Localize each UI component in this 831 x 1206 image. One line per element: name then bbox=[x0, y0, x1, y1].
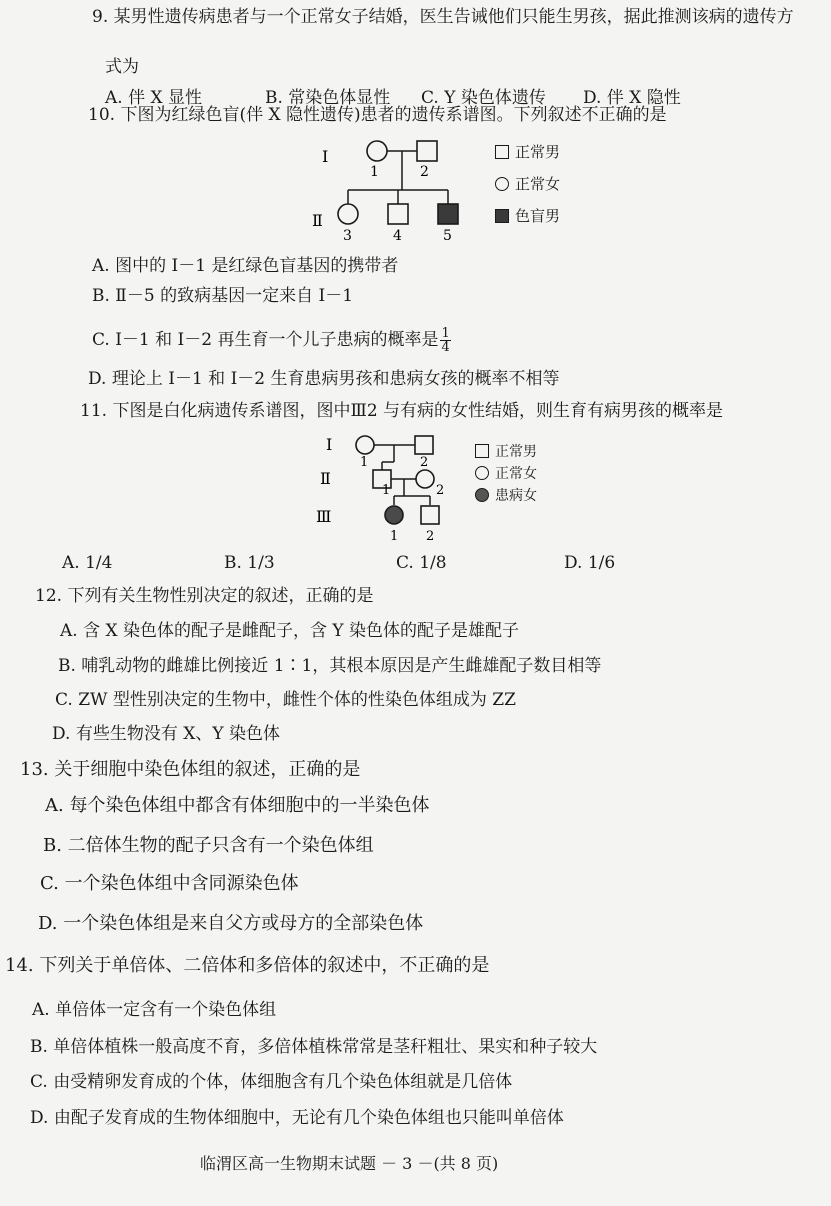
q10-legend-label: 正常男 bbox=[515, 143, 561, 161]
square-icon bbox=[495, 145, 509, 159]
q10-II5-colorblind-male bbox=[438, 204, 458, 224]
q10-gen-I-label: Ⅰ bbox=[322, 147, 329, 166]
q10-legend-colorblind-male bbox=[495, 205, 560, 226]
fraction-denominator: 4 bbox=[441, 340, 450, 355]
q11-id-II1: 1 bbox=[382, 483, 391, 498]
q12-option-a: A. 含 X 染色体的配子是雌配子，含 Y 染色体的配子是雄配子 bbox=[60, 621, 520, 641]
q11-legend-label: 患病女 bbox=[495, 488, 537, 504]
circle-icon bbox=[475, 466, 489, 480]
q11-I1-normal-female bbox=[356, 436, 374, 454]
q11-stem: 11. 下图是白化病遗传系谱图，图中Ⅲ2 与有病的女性结婚，则生育有病男孩的概率是 bbox=[80, 401, 724, 421]
filled-square-icon bbox=[495, 209, 509, 223]
q11-II2-normal-female bbox=[416, 470, 434, 488]
q11-legend-label: 正常女 bbox=[495, 466, 537, 482]
q10-legend-normal-female bbox=[495, 173, 560, 194]
q11-legend-normal-male bbox=[475, 441, 537, 461]
q11-legend-normal-female bbox=[475, 463, 537, 483]
q11-gen-II-label: Ⅱ bbox=[320, 469, 331, 488]
q13-option-a: A. 每个染色体组中都含有体细胞中的一半染色体 bbox=[45, 795, 430, 816]
q10-legend-label: 正常女 bbox=[515, 175, 561, 193]
q11-id-III2: 2 bbox=[426, 529, 435, 544]
q11-option-c: C. 1/8 bbox=[396, 553, 447, 573]
q10-stem: 10. 下图为红绿色盲(伴 X 隐性遗传)患者的遗传系谱图。下列叙述不正确的是 bbox=[88, 105, 667, 125]
q11-id-I2: 2 bbox=[420, 455, 429, 470]
q9-option-a: A. 伴 X 显性 bbox=[105, 88, 202, 108]
q13-option-d: D. 一个染色体组是来自父方或母方的全部染色体 bbox=[38, 913, 424, 934]
square-icon bbox=[475, 444, 489, 458]
q11-gen-III-label: Ⅲ bbox=[316, 507, 332, 526]
q10-I2-normal-male bbox=[417, 141, 437, 161]
q11-options bbox=[62, 552, 762, 574]
q10-id-I2: 2 bbox=[420, 164, 429, 180]
q10-I1-normal-female bbox=[367, 141, 387, 161]
circle-icon bbox=[495, 177, 509, 191]
q10-II4-normal-male bbox=[388, 204, 408, 224]
q11-gen-I-label: Ⅰ bbox=[326, 435, 333, 454]
q10-gen-II-label: Ⅱ bbox=[312, 211, 323, 230]
q10-legend-normal-male bbox=[495, 141, 560, 162]
q11-I2-normal-male bbox=[415, 436, 433, 454]
q9-option-c: C. Y 染色体遗传 bbox=[421, 88, 546, 108]
q13-stem: 13. 关于细胞中染色体组的叙述，正确的是 bbox=[20, 759, 361, 780]
q10-pedigree bbox=[300, 130, 480, 245]
q14-stem: 14. 下列关于单倍体、二倍体和多倍体的叙述中，不正确的是 bbox=[5, 955, 490, 976]
q9-stem-line2: 式为 bbox=[105, 57, 139, 77]
q11-option-a: A. 1/4 bbox=[62, 553, 113, 573]
q10-id-II3: 3 bbox=[343, 228, 352, 244]
filled-circle-icon bbox=[475, 488, 489, 502]
q11-legend-label: 正常男 bbox=[495, 444, 537, 460]
q11-III1-affected-female bbox=[385, 506, 403, 524]
q10-option-c: C. Ⅰ－1 和 Ⅰ－2 再生育一个儿子患病的概率是 bbox=[92, 330, 439, 350]
q14-option-d: D. 由配子发育成的生物体细胞中，无论有几个染色体组也只能叫单倍体 bbox=[30, 1108, 564, 1128]
q10-option-c-fraction bbox=[440, 327, 450, 354]
q10-id-II4: 4 bbox=[393, 228, 402, 244]
q14-option-a: A. 单倍体一定含有一个染色体组 bbox=[32, 1000, 277, 1020]
q11-option-b: B. 1/3 bbox=[224, 553, 275, 573]
q9-option-d: D. 伴 X 隐性 bbox=[583, 88, 681, 108]
q11-pedigree bbox=[310, 428, 460, 546]
q10-II3-normal-female bbox=[338, 204, 358, 224]
q12-option-b: B. 哺乳动物的雌雄比例接近 1∶1，其根本原因是产生雌雄配子数目相等 bbox=[58, 656, 602, 676]
page-footer: 临渭区高一生物期末试题 － 3 －(共 8 页) bbox=[200, 1154, 499, 1173]
q11-id-I1: 1 bbox=[360, 455, 369, 470]
q11-id-II2: 2 bbox=[436, 483, 445, 498]
q14-option-c: C. 由受精卵发育成的个体，体细胞含有几个染色体组就是几倍体 bbox=[30, 1072, 513, 1092]
q13-option-b: B. 二倍体生物的配子只含有一个染色体组 bbox=[43, 835, 374, 856]
q9-option-b: B. 常染色体显性 bbox=[265, 88, 391, 108]
q11-legend-affected-female bbox=[475, 485, 537, 505]
q10-id-II5: 5 bbox=[443, 228, 452, 244]
q10-option-d: D. 理论上 Ⅰ－1 和 Ⅰ－2 生育患病男孩和患病女孩的概率不相等 bbox=[88, 369, 560, 389]
q14-option-b: B. 单倍体植株一般高度不育，多倍体植株常常是茎秆粗壮、果实和种子较大 bbox=[30, 1037, 598, 1057]
q12-option-d: D. 有些生物没有 X、Y 染色体 bbox=[52, 724, 280, 744]
q12-option-c: C. ZW 型性别决定的生物中，雌性个体的性染色体组成为 ZZ bbox=[55, 690, 516, 710]
q10-id-I1: 1 bbox=[370, 164, 379, 180]
q10-option-c-line bbox=[92, 327, 451, 354]
q10-option-a: A. 图中的 Ⅰ－1 是红绿色盲基因的携带者 bbox=[92, 256, 399, 276]
q11-id-III1: 1 bbox=[390, 529, 399, 544]
q12-stem: 12. 下列有关生物性别决定的叙述，正确的是 bbox=[35, 586, 374, 606]
fraction-numerator: 1 bbox=[441, 326, 450, 341]
q10-option-b: B. Ⅱ－5 的致病基因一定来自 Ⅰ－1 bbox=[92, 286, 354, 306]
q9-stem-line1: 9. 某男性遗传病患者与一个正常女子结婚，医生告诫他们只能生男孩，据此推测该病的遗传方 bbox=[92, 7, 794, 27]
q11-option-d: D. 1/6 bbox=[564, 553, 616, 573]
q10-legend-label: 色盲男 bbox=[515, 207, 561, 225]
q13-option-c: C. 一个染色体组中含同源染色体 bbox=[40, 873, 299, 894]
q11-III2-normal-male bbox=[421, 506, 439, 524]
